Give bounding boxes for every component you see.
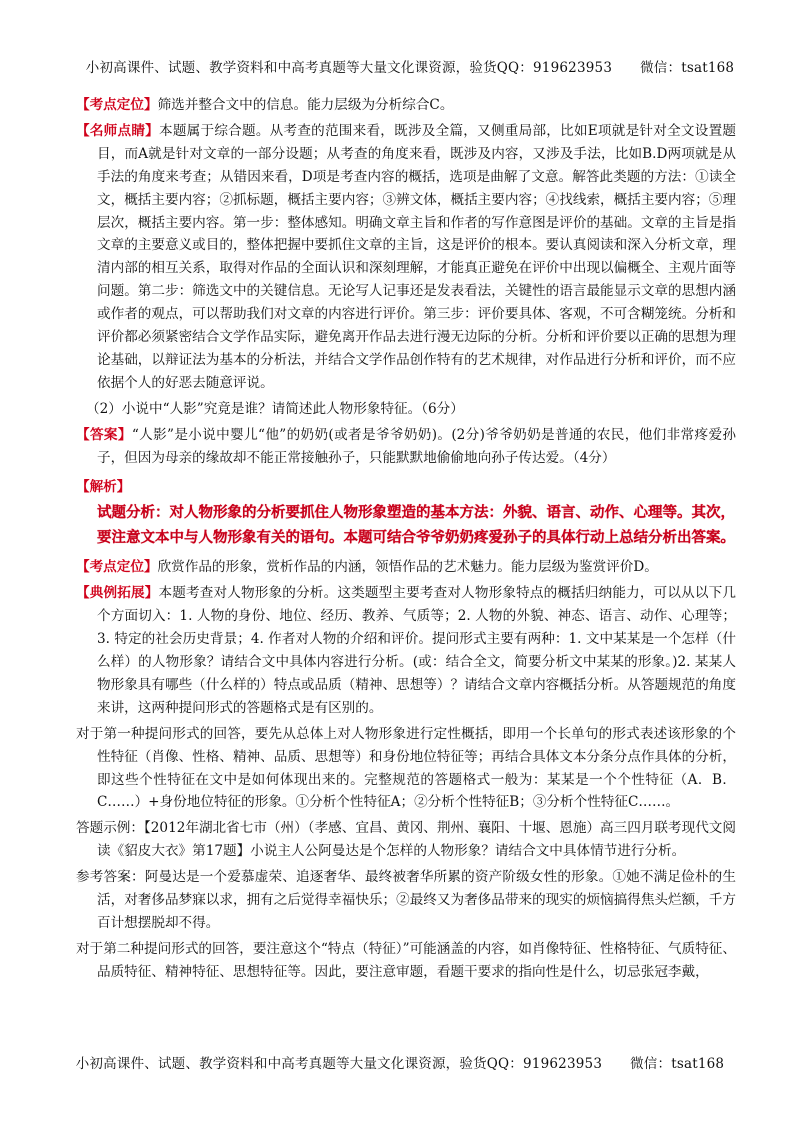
teacher-comment-tag: 【名师点睛】: [76, 122, 159, 139]
analysis-tag: 【解析】: [76, 478, 131, 495]
answer-text: “人影”是小说中婴儿“他”的奶奶(或者是爷爷奶奶)。(2分)爷爷奶奶是普通的农民，他们非常疼爱孙子，但因为母亲的缘故却不能正常接触孙子，只能默默地偷偷地向孙子传达爱。（4分）: [97, 426, 736, 466]
header-text: 小初高课件、试题、教学资料和中高考真题等大量文化课资源，验货QQ：919623953: [85, 60, 613, 76]
paragraph-reference-answer: 参考答案：阿曼达是一个爱慕虚荣、追逐奢华、最终被奢华所累的资产阶级女性的形象。①她不满足俭朴的生活，对奢侈品梦寐以求，拥有之后觉得幸福快乐；②最终又为奢侈品带来的现实的烦恼搞得焦头烂额，千方百计想摆脱却不得。: [76, 869, 736, 931]
paragraph-second-form: 对于第二种提问形式的回答，要注意这个“特点（特征）”可能涵盖的内容，如肖像特征、性格特征、气质特征、品质特征、精神特征、思想特征等。因此，要注意审题，看题干要求的指向性是什么，切忌张冠李戴，: [76, 940, 736, 980]
page-footer: [0, 1052, 800, 1072]
question-2: （2）小说中“人影”究竟是谁？请简述此人物形象特征。（6分）: [86, 400, 464, 417]
page-header: [0, 56, 800, 76]
document-body: [76, 94, 736, 987]
paragraph-example: 答题示例：【2012年湖北省七市（州）（孝感、宜昌、黄冈、荆州、襄阳、十堰、恩施）高三四月联考现代文阅读《貂皮大衣》第17题】小说主人公阿曼达是个怎样的人物形象？请结合文中具体情节进行分析。: [76, 820, 736, 860]
exam-point-2-text: 欣赏作品的形象，赏析作品的内涵，领悟作品的艺术魅力。能力层级为鉴赏评价D。: [157, 559, 658, 576]
analysis-heading: [76, 476, 736, 499]
header-wechat: 微信：tsat168: [640, 60, 735, 76]
exam-point-text: 筛选并整合文中的信息。能力层级为分析综合C。: [157, 97, 454, 113]
example-extension-tag: 【典例拓展】: [76, 585, 159, 602]
answer-tag: 【答案】: [76, 426, 132, 443]
example-extension: [76, 582, 736, 719]
example-extension-text: 本题考查对人物形象的分析。这类题型主要考查对人物形象特点的概括归纳能力，可以从以下几个方面切入：1. 人物的身份、地位、经历、教养、气质等；2. 人物的外貌、神态、语言、动作、心理等；3. 特定的社会历史背景；4. 作者对人物的介绍和评价。提问形式主要有两种：1. 文中某某是一个怎样（什么样）的人物形象？请结合文中具体内容进行分析。(或：结合全文，简要分析文中某某的形象。)2. 某某人物形象具有哪些（什么样的）特点或品质（精神、思想等）？请结合文章内容概括分析。从答题规范的角度来讲，这两种提问形式的答题格式是有区别的。: [97, 585, 737, 716]
exam-point-2: [76, 556, 736, 579]
teacher-comment-text: 本题属于综合题。从考查的范围来看，既涉及全篇，又侧重局部，比如E项就是针对全文设置题目，而A就是针对文章的一部分设题；从考查的角度来看，既涉及内容，又涉及手法，比如B.D两项就是从手法的角度来考查；从错因来看，D项是考查内容的概括，选项是曲解了文意。解答此类题的方法：①读全文，概括主要内容；②抓标题，概括主要内容；③辨文体，概括主要内容；④找线索，概括主要内容；⑤理层次，概括主要内容。第一步：整体感知。明确文章主旨和作者的写作意图是评价的基础。文章的主旨是指文章的主要意义或目的，整体把握中要抓住文章的主旨，这是评价的根本。要认真阅读和深入分析文章，理清内部的相互关系，取得对作品的全面认识和深刻理解，才能真正避免在评价中出现以偏概全、主观片面等问题。第二步：筛选文中的关键信息。无论写人记事还是发表看法，关键性的语言最能显示文章的思想内涵或作者的观点，可以帮助我们对文章的内容进行评价。第三步：评价要具体、客观，不可含糊笼统。分析和评价都必须紧密结合文学作品实际，避免离开作品去进行漫无边际的分析。分析和评价要以正确的思想为理论基础，以辩证法为基本的分析法，并结合文学作品创作特有的艺术规律，对作品进行分析和评价，而不应依据个人的好恶去随意评说。: [97, 122, 737, 391]
answer: [76, 424, 736, 470]
exam-point-1: [76, 94, 736, 117]
footer-text: 小初高课件、试题、教学资料和中高考真题等大量文化课资源，验货QQ：919623953: [75, 1056, 603, 1072]
paragraph-first-form: 对于第一种提问形式的回答，要先从总体上对人物形象进行定性概括，即用一个长单句的形式表述该形象的个性特征（肖像、性格、精神、品质、思想等）和身份地位特征等；再结合具体文本分条分点作具体的分析，即这些个性特征在文中是如何体现出来的。完整规范的答题格式一般为：某某是一个个性特征（A．B．C……）+身份地位特征的形象。①分析个性特征A；②分析个性特征B；③分析个性特征C……。: [76, 725, 736, 811]
exam-point-tag: 【考点定位】: [76, 97, 158, 113]
analysis-text: 试题分析：对人物形象的分析要抓住人物形象塑造的基本方法：外貌、语言、动作、心理等。其次，要注意文本中与人物形象有关的语句。本题可结合爷爷奶奶疼爱孙子的具体行动上总结分析出答案。: [97, 504, 735, 547]
teacher-comment: [76, 120, 736, 395]
footer-wechat: 微信：tsat168: [630, 1056, 725, 1072]
exam-point-2-tag: 【考点定位】: [76, 559, 158, 576]
